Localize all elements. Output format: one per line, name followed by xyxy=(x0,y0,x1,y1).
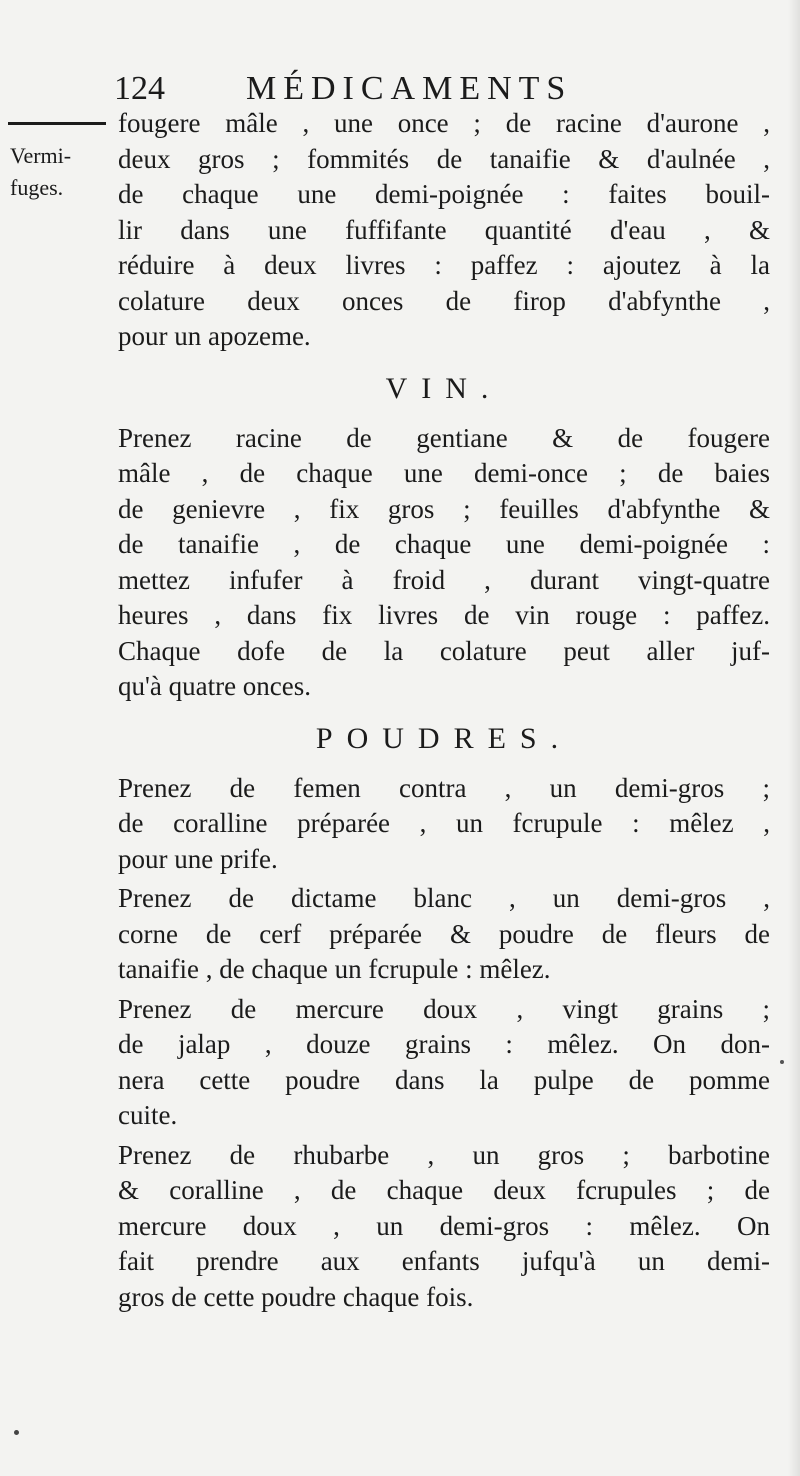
margin-note-line: fuges. xyxy=(10,175,64,200)
text-line: & coralline , de chaque deux fcrupules ; de xyxy=(118,1175,770,1205)
text-line: lir dans une fuffifante quantité d'eau , & xyxy=(118,214,770,245)
text-line: corne de cerf préparée & poudre de fleurs de xyxy=(118,918,770,949)
text-line: nera cette poudre dans la pulpe de pomme xyxy=(118,1064,770,1095)
text-line: fait prendre aux enfants jufqu'à un demi- xyxy=(118,1246,770,1276)
text-line: gros de cette poudre chaque fois. xyxy=(118,1281,474,1312)
text-line: deux gros ; fommités de tanaifie & d'aulnée , xyxy=(118,143,770,174)
text-line: de coralline préparée , un fcrupule : mêlez , xyxy=(118,808,770,838)
running-title: MÉDICAMENTS xyxy=(246,70,573,107)
text-line: pour une prife. xyxy=(118,843,278,874)
paragraph-poudre-1 xyxy=(118,771,770,878)
section-heading-vin: VIN. xyxy=(385,371,503,405)
text-line: mettez infufer à froid , durant vingt-quatre xyxy=(118,564,770,595)
body-text xyxy=(118,106,770,1315)
text-line: fougere mâle , une once ; de racine d'aurone , xyxy=(118,108,770,138)
paragraph-poudre-3 xyxy=(118,992,770,1134)
margin-note xyxy=(10,140,110,204)
text-line: Prenez racine de gentiane & de fougere xyxy=(118,422,770,453)
text-line: Prenez de femen contra , un demi-gros ; xyxy=(118,772,770,803)
text-line: tanaifie , de chaque un fcrupule : mêlez. xyxy=(118,954,551,984)
text-line: pour un apozeme. xyxy=(118,321,311,351)
text-line: qu'à quatre onces. xyxy=(118,671,312,701)
text-line: Prenez de dictame blanc , un demi-gros , xyxy=(118,883,770,913)
text-line: Prenez de mercure doux , vingt grains ; xyxy=(118,993,770,1024)
text-line: mâle , de chaque une demi-once ; de baies xyxy=(118,458,770,488)
paragraph-poudre-2 xyxy=(118,881,770,988)
margin-note-line: Vermi- xyxy=(10,143,72,168)
text-line: cuite. xyxy=(118,1100,178,1130)
text-line: mercure doux , un demi-gros : mêlez. On xyxy=(118,1210,770,1241)
text-line: de tanaifie , de chaque une demi-poignée : xyxy=(118,529,770,559)
paragraph-apozeme xyxy=(118,106,770,355)
paragraph-poudre-4 xyxy=(118,1138,770,1316)
section-heading-poudres: POUDRES. xyxy=(315,721,573,755)
text-line: de genievre , fix gros ; feuilles d'abfynthe & xyxy=(118,493,770,524)
text-line: de jalap , douze grains : mêlez. On don- xyxy=(118,1029,770,1059)
page-edge xyxy=(788,0,800,1476)
text-line: réduire à deux livres : paffez : ajoutez à la xyxy=(118,250,770,280)
page-number: 124 xyxy=(114,70,165,107)
text-line: colature deux onces de firop d'abfynthe , xyxy=(118,285,770,316)
text-line: Chaque dofe de la colature peut aller juf- xyxy=(118,635,770,666)
text-line: de chaque une demi-poignée : faites bouil- xyxy=(118,179,770,209)
margin-rule xyxy=(8,122,106,125)
print-speck xyxy=(14,1430,19,1435)
text-line: heures , dans fix livres de vin rouge : paffez. xyxy=(118,600,770,630)
paragraph-vin xyxy=(118,421,770,705)
text-line: Prenez de rhubarbe , un gros ; barbotine xyxy=(118,1139,770,1170)
print-speck xyxy=(780,1060,784,1064)
